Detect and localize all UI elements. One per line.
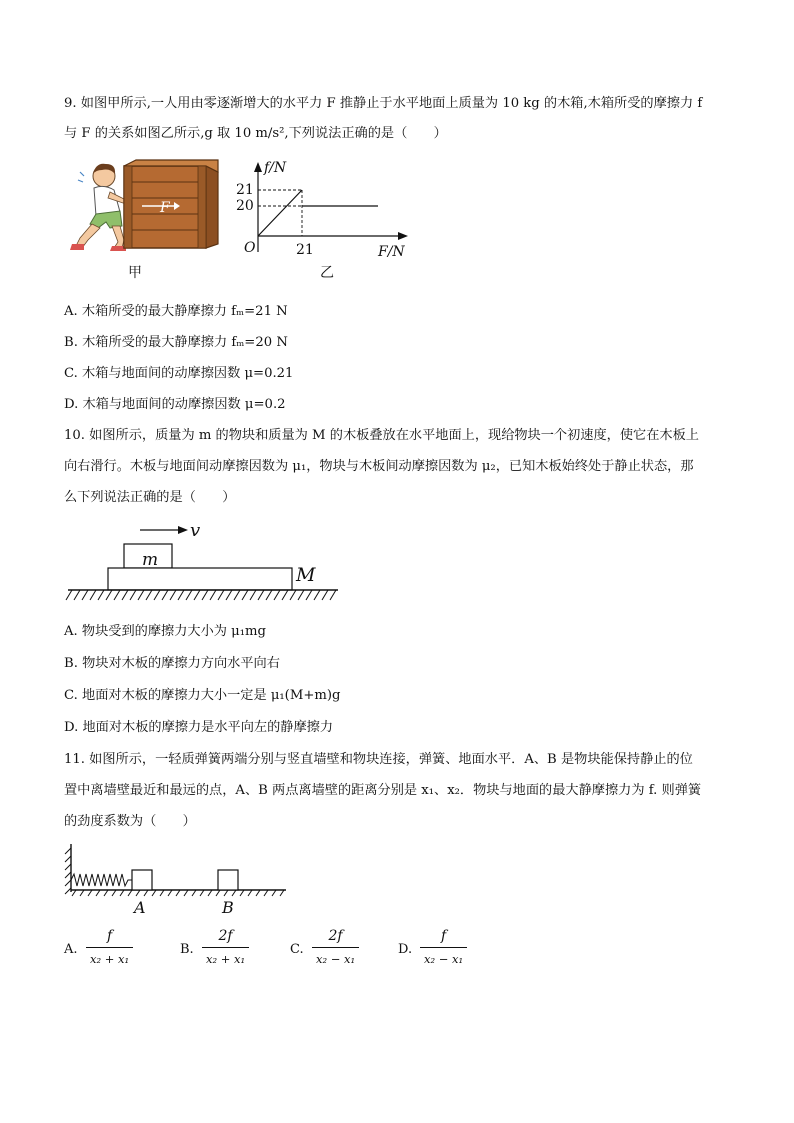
q9-option-c[interactable]: C. 木箱与地面间的动摩擦因数 μ=0.21 — [64, 366, 294, 381]
q11-option-a[interactable] — [64, 926, 164, 974]
person-pushing-icon — [70, 164, 126, 251]
q10-option-b[interactable]: B. 物块对木板的摩擦力方向水平向右 — [64, 656, 280, 671]
q9-graph-origin: O — [244, 240, 256, 256]
q11-option-d-letter: D. — [398, 942, 413, 957]
wall-hatch — [65, 848, 71, 894]
q10-option-d[interactable]: D. 地面对木板的摩擦力是水平向左的静摩擦力 — [64, 720, 334, 735]
q11-option-d-denominator: x₂ − x₁ — [424, 952, 464, 966]
q11-option-c-letter: C. — [290, 942, 304, 957]
q9-option-a[interactable]: A. 木箱所受的最大静摩擦力 fₘ=21 N — [64, 304, 288, 319]
q11-option-d[interactable] — [398, 926, 498, 974]
q11-option-b[interactable] — [180, 926, 280, 974]
q10-block-label: m — [142, 550, 159, 570]
q9-graph-x-label: F/N — [378, 244, 405, 260]
q11-stem-line-3: 的劲度系数为（ ） — [64, 814, 196, 829]
board-M — [108, 568, 292, 590]
q11-option-c[interactable] — [290, 926, 390, 974]
q10-figure — [64, 518, 344, 608]
block-at-a — [132, 870, 152, 890]
q11-option-b-denominator: x₂ + x₁ — [206, 952, 246, 966]
q9-figure-jia-caption: 甲 — [128, 265, 142, 281]
ground-hatch — [66, 590, 336, 600]
q9-figure-yi-caption: 乙 — [320, 265, 334, 281]
q9-figure-jia — [66, 156, 226, 256]
q9-graph-y-label: f/N — [264, 160, 287, 176]
q11-option-c-fraction — [312, 926, 359, 969]
q11-option-a-numerator: f — [106, 928, 113, 944]
q11-option-a-fraction — [86, 926, 133, 969]
q10-option-c[interactable]: C. 地面对木板的摩擦力大小一定是 μ₁(M+m)g — [64, 688, 341, 703]
q11-point-b-label: B — [222, 898, 234, 917]
q9-stem-line-1: 9. 如图甲所示,一人用由零逐渐增大的水平力 F 推静止于水平地面上质量为 10 kg 的木箱,木箱所受的摩擦力 f — [64, 96, 703, 111]
q11-option-a-letter: A. — [64, 942, 78, 957]
block-at-b — [218, 870, 238, 890]
x-axis-arrow-icon — [398, 232, 408, 240]
q9-stem-line-2: 与 F 的关系如图乙所示,g 取 10 m/s²,下列说法正确的是（ ） — [64, 126, 447, 141]
q10-stem-line-2: 向右滑行。木板与地面间动摩擦因数为 μ₁，物块与木板间动摩擦因数为 μ₂，已知木板始终处于静止状态，那 — [64, 459, 694, 474]
q11-option-d-fraction — [420, 926, 467, 969]
y-axis-arrow-icon — [254, 162, 262, 172]
spring-icon — [71, 874, 132, 886]
q11-option-c-denominator: x₂ − x₁ — [316, 952, 356, 966]
q10-option-a[interactable]: A. 物块受到的摩擦力大小为 μ₁mg — [64, 624, 266, 639]
q11-stem-line-1: 11. 如图所示，一轻质弹簧两端分别与竖直墙壁和物块连接，弹簧、地面水平．A、B 是物块能保持静止的位 — [64, 752, 693, 767]
q9-graph-y-tick-21: 21 — [236, 182, 254, 198]
q11-option-c-numerator: 2f — [328, 928, 343, 944]
velocity-arrow-head-icon — [178, 526, 188, 534]
q10-stem-line-1: 10. 如图所示，质量为 m 的物块和质量为 M 的木板叠放在水平地面上，现给物块一个初速度，使它在木板上 — [64, 428, 699, 443]
q9-graph-x-tick-21: 21 — [296, 242, 314, 258]
q11-stem-line-2: 置中离墙壁最近和最远的点，A、B 两点离墙壁的距离分别是 x₁、x₂．物块与地面的最大静摩擦力为 f. 则弹簧 — [64, 783, 702, 798]
q10-stem-line-3: 么下列说法正确的是（ ） — [64, 490, 236, 505]
q11-point-a-label: A — [134, 898, 146, 917]
q9-option-d[interactable]: D. 木箱与地面间的动摩擦因数 μ=0.2 — [64, 397, 286, 412]
static-friction-line — [258, 190, 302, 236]
wooden-crate-icon — [124, 160, 218, 248]
q11-option-a-denominator: x₂ + x₁ — [90, 952, 130, 966]
q11-figure — [64, 840, 294, 900]
q11-option-b-numerator: 2f — [218, 928, 233, 944]
q9-force-label: F — [160, 200, 170, 216]
q11-option-d-numerator: f — [440, 928, 447, 944]
q10-board-label: M — [296, 564, 316, 586]
q10-velocity-label: v — [190, 520, 201, 541]
q11-option-b-fraction — [202, 926, 249, 969]
q9-graph-y-tick-20: 20 — [236, 198, 254, 214]
q11-ground-hatch — [72, 890, 284, 896]
q9-option-b[interactable]: B. 木箱所受的最大静摩擦力 fₘ=20 N — [64, 335, 288, 350]
q11-option-b-letter: B. — [180, 942, 194, 957]
